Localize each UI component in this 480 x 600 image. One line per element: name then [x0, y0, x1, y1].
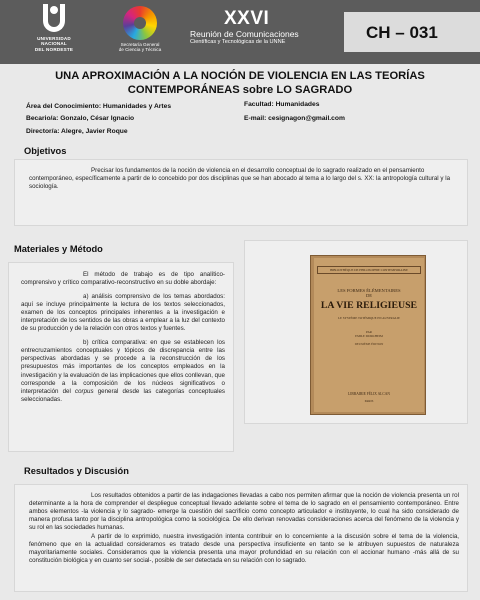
- event-name: Reunión de Comunicaciones: [190, 29, 299, 39]
- book-par-text: PAR: [366, 330, 372, 334]
- materiales-text-run: general desde las categorías conceptuales seleccionadas.: [21, 387, 225, 403]
- poster-title: [40, 70, 440, 97]
- contact-info: [244, 101, 345, 130]
- resultados-paragraph: Los resultados obtenidos a partir de las indagaciones llevadas a cabo nos permiten afirmar que la noción de violencia presenta un rol determinante a la hora de comprender el despliegue conceptual llevado adelante sobre el tema de lo sagrado en el pensamiento contemporáneo. Entre ambos elementos -la violencia y lo sagrado- emerge la cuestión del sacrificio como concepto articulador e instituyente, lo cual ha sido considerado de manera profusa tanto por la disciplina antropológica como la sociológica. De ello derivan renovadas consideraciones acerca del fenómeno de la violencia y su rol en las sociedades humanas.: [29, 492, 459, 532]
- university-name-line: UNIVERSIDAD: [37, 36, 71, 41]
- book-subtitle: LE SYSTÈME TOTÉMIQUE EN AUSTRALIE: [338, 316, 400, 320]
- poster-title-line: UNA APROXIMACIÓN A LA NOCIÓN DE VIOLENCIA EN LAS TEORÍAS: [55, 70, 425, 82]
- facultad-field: Facultad: Humanidades: [244, 101, 320, 108]
- sgct-circle-icon: [123, 6, 157, 40]
- materiales-paragraph: El método de trabajo es de tipo analítico-comprensivo y crítico comparativo-reconstructivo en su doble abordaje:: [21, 271, 225, 287]
- book-pre-title: [314, 288, 424, 298]
- area-field: Área del Conocimiento: Humanidades y Artes: [26, 103, 172, 110]
- book-publisher: LIBRAIRIE FÉLIX ALCAN: [348, 392, 390, 396]
- poster-code: CH – 031: [366, 23, 438, 42]
- secretaria-name-line: de Ciencia y Técnica: [118, 47, 162, 53]
- director-field: Director/a: Alegre, Javier Roque: [26, 127, 128, 135]
- header-bar: [0, 0, 480, 64]
- event-edition: XXVI: [224, 8, 270, 29]
- book-author: [314, 330, 424, 338]
- book-city: PARIS: [364, 399, 374, 403]
- book-edition: DEUXIÈME ÉDITION: [354, 342, 384, 346]
- book-cover-image: [310, 255, 426, 415]
- secretaria-name: [112, 42, 168, 53]
- book-pre-title-text: LES FORMES ÉLÉMENTAIRES: [337, 288, 401, 293]
- book-main-title: LA VIE RELIGIEUSE: [320, 300, 418, 311]
- poster-code-box: [344, 12, 480, 52]
- book-author-name: EMILE DURKHEIM: [355, 334, 383, 338]
- materiales-heading: Materiales y Método: [14, 244, 103, 254]
- university-name-line: NACIONAL: [41, 41, 67, 47]
- author-info: [26, 103, 171, 140]
- materiales-paragraph: [21, 339, 225, 403]
- resultados-heading: Resultados y Discusión: [24, 466, 129, 476]
- university-name-line: DEL NORDESTE: [34, 46, 74, 52]
- unne-u-icon: [41, 4, 67, 34]
- objetivos-box: [14, 159, 468, 226]
- book-collection: BIBLIOTHÈQUE DE PHILOSOPHIE CONTEMPORAINE: [317, 266, 421, 274]
- materiales-box: [8, 262, 234, 452]
- sgct-logo: [112, 6, 168, 53]
- event-subname: Científicas y Tecnológicas de la UNNE: [190, 39, 286, 45]
- materiales-italic-term: corpus: [75, 387, 94, 395]
- resultados-box: [14, 484, 468, 592]
- materiales-text: [21, 271, 225, 410]
- book-image-box: [244, 240, 468, 424]
- materiales-text-run: b) crítica comparativa: en que se establecen los entrecruzamientos conceptuales y tópicos de discrepancia entre las perspectivas abordadas y se procede a la reconstrucción de los presupuestos más importantes de los conceptos empleados en la investigación y la evaluación de las implicaciones que ellos conllevan, que corresponde a la composición de los núcleos significativos o interpretación del: [21, 339, 225, 395]
- materiales-paragraph: a) análisis comprensivo de los temas abordados: aquí se incluye principalmente la lectura de los textos seleccionados, examen de los conceptos principales inherentes a la investigación e interpretación de los sentidos de las obras a emplear a la luz del contexto de su producción y de la relación con otros textos y fuentes.: [21, 293, 225, 333]
- secretaria-name-line: Secretaría General: [120, 42, 160, 47]
- objetivos-text: Precisar los fundamentos de la noción de violencia en el desarrollo conceptual de lo sagrado realizado en el pensamiento contemporáneo, específicamente a partir de lo concebido por dos disciplinas que se han abocado al tema a lo largo del s. XX: la antropología cultural y la sociología.: [29, 167, 451, 191]
- email-field: E-mail: cesignagon@gmail.com: [244, 115, 345, 123]
- book-de-text: DE: [365, 293, 373, 298]
- resultados-paragraph: A partir de lo exprimido, nuestra investigación intenta contribuir en lo concerniente a la discusión sobre el tema de la violencia, fenómeno que en la actualidad consideramos es tratado desde una perspectiva insuficiente en tanto se le atribuyen supuestos de naturaleza mayoritariamente sociales. Consideramos que la violencia presenta una mayor profundidad en su relación con el accionar humano -más allá de su constitución biológica y en cuanto ser social-, posible de ser detectada en su relación con lo sagrado.: [29, 533, 459, 565]
- event-title: [190, 9, 299, 46]
- objetivos-heading: Objetivos: [24, 146, 67, 156]
- unne-logo: [18, 4, 90, 52]
- book-cover-page: [314, 258, 424, 412]
- becario-field: Becario/a: Gonzalo, César Ignacio: [26, 115, 135, 123]
- university-name: [18, 36, 90, 52]
- poster-title-line: CONTEMPORÁNEAS sobre LO SAGRADO: [127, 83, 353, 96]
- resultados-text: [29, 492, 459, 566]
